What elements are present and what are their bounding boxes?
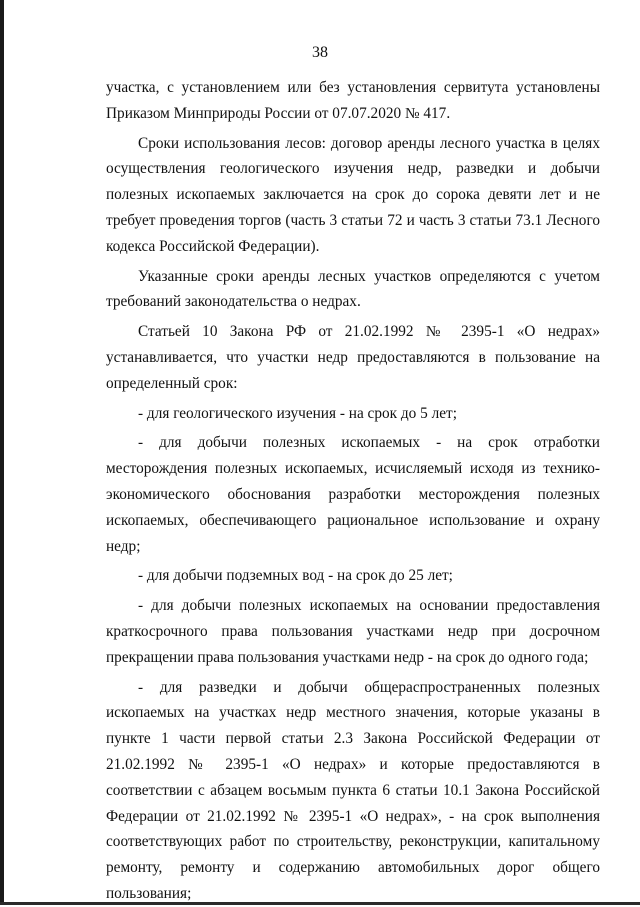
paragraph-5: - для геологического изучения - на срок до 5 лет; <box>138 404 457 422</box>
scan-edge-left <box>0 0 4 905</box>
paragraph-3: Указанные сроки аренды лесных участков определяются с учетом требований законодательства о недрах. <box>106 267 600 311</box>
paragraph-1: участка, с установлением или без установления сервитута установлены Приказом Минприроды России от 07.07.2020 № 417. <box>106 79 600 122</box>
page-number: 38 <box>312 44 328 61</box>
paragraph-7: - для добычи подземных вод - на срок до 25 лет; <box>138 567 453 585</box>
paragraph-9: - для разведки и добычи общераспространенных полезных ископаемых на участках недр местного значения, которые указаны в пункте 1 части первой статьи 2.3 Закона Российской Федерации от 21.02.1992 № 2395-1 «О недрах» и которые предоставляются в соответствии с абзацем восьмым пункта 6 статьи 10.1 Закона Российской Федерации от 21.02.1992 № 2395-1 «О недрах», - на срок выполнения соответствующих работ по строительству, реконструкции, капитальному ремонту, ремонту и содержанию автомобильных дорог общего пользования; <box>106 678 600 902</box>
paragraph-8: - для добычи полезных ископаемых на основании предоставления краткосрочного права пользования участками недр при досрочном прекращении права пользования участками недр - на срок до одного года; <box>106 597 600 666</box>
paragraph-4: Статьей 10 Закона РФ от 21.02.1992 № 2395-1 «О недрах» устанавливается, что участки недр предоставляются в пользование на определенный срок: <box>106 323 600 392</box>
paragraph-2: Сроки использования лесов: договор аренды лесного участка в целях осуществления геологического изучения недр, разведки и добычи полезных ископаемых заключается на срок до сорока девяти лет и не требует проведения торгов (часть 3 статьи 72 и часть 3 статьи 73.1 Лесного кодекса Российской Федерации). <box>106 134 600 255</box>
paragraph-6: - для добычи полезных ископаемых - на срок отработки месторождения полезных ископаемых, исчисляемый исходя из технико-экономического обоснования разработки месторождения полезных ископаемых, обеспечивающего рациональное использование и охрану недр; <box>106 434 600 555</box>
document-body <box>106 75 600 907</box>
